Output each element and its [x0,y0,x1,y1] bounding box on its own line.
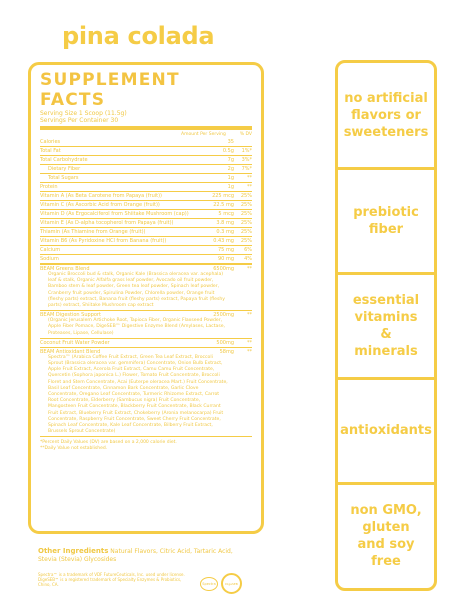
blend-row [40,311,252,339]
nutrient-row [40,228,252,237]
amount-header: Amount Per Serving [181,132,226,137]
nutrient-dv: ** [247,175,252,181]
serving-size: Serving Size 1 Scoop (11.5g) [40,110,127,117]
nutrient-dv: 25% [240,229,252,235]
blend-ingredients: (Organic Jerusalem Artichoke Root, Tapioca Fiber, Organic Flaxseed Powder, Apple Fiber Pomace, DigeSEB™ Digestive Enzyme Blend (Amylases, Lactase, Proteases, Lipase, Cellulase) [48,318,225,336]
nutrient-amount: 0.3 mg [216,229,234,235]
blend-ingredients: Organic Broccoli bud & stalk, Organic Kale (Brassica oleracea var. acephala) leaf & stalk, Organic Alfalfa grass leaf powder, Avocado oil fruit powder, Bamboo stem & leaf powder, Green tea leaf powder, Spinach leaf powder, Cranberry fruit powder, Spirulina Powder, Chlorella powder, Orange fruit (fleshy parts) extract, Banana fruit (fleshy parts) extract, Papaya fruit (fleshy parts) extract, Shiitake Mushroom cap extract [48,272,225,309]
nutrient-amount: 7g [227,157,234,163]
blend-amount: 2500mg [213,312,234,319]
nutrient-dv [234,139,252,145]
nutrient-dv: 25% [240,211,252,217]
nutrient-name: Vitamin D (As Ergocalciferol from Shiitake Mushroom (cap)) [40,211,189,217]
nutrient-dv: 7%* [241,166,252,172]
nutrient-dv: 25% [240,238,252,244]
benefit-badge: no artificial flavors or sweeteners [343,91,429,140]
benefit-badge: non GMO, gluten and soy free [350,502,422,569]
nutrient-name: Vitamin B6 (As Pyridoxine HCl from Banana (fruit)) [40,238,167,244]
nutrient-row [40,237,252,246]
nutrient-dv: 25% [240,193,252,199]
blend-dv: ** [247,266,252,272]
trademark-notice: Spectra™ is a trademark of VDF FutureCeuticals, Inc. used under license. DigeSEB™ is a registered trademark of Specialty Enzymes & Probiotics, Chino, CA. [38,572,185,587]
nutrient-name: Total Carbohydrate [40,157,88,163]
nutrient-name: Vitamin A (As Beta Carotene from Papaya (fruit)) [40,193,162,199]
other-ingredients-label: Other Ingredients [38,547,109,555]
nutrient-row [40,210,252,219]
nutrient-row [40,138,252,147]
nutrient-dv: ** [247,184,252,190]
blend-dv: ** [247,339,252,346]
nutrient-dv: 3%* [241,157,252,163]
nutrient-row [40,147,252,156]
nutrient-name: Sodium [40,256,59,262]
blend-dv: ** [247,348,252,355]
nutrient-amount: 35 [227,139,234,145]
nutrient-name: Protein [40,184,58,190]
nutrient-amount: 22.5 mg [213,202,234,208]
nutrient-amount: 0.43 mg [213,238,234,244]
nutrient-amount: 3.8 mg [216,220,234,226]
benefit-badge: antioxidants [340,423,432,438]
nutrient-amount: 2g [227,166,234,172]
blend-name: Coconut Fruit Water Powder [40,339,110,346]
blend-ingredients: Spectra™ (Arabica Coffee Fruit Extract, Green Tea Leaf Extract, Broccoli Sprout (Brassica oleracea var. gemmifera) Concentrate, Onion Bulb Extract, Apple Fruit Extract, Acerola Fruit Extract, Camu Camu Fruit Concentrate, Quercetin (Sophora japonica L.) Flower, Tomato Fruit Concentrate, Broccoli Floret and Stem Concentrate, Acai (Euterpe oleracea Mart.) Fruit Concentrate, Basil Leaf Concentrate, Cinnamon Bark Concentrate, Garlic Clove Concentrate, Oregano Leaf Concentrate, Turmeric Rhizome Extract, Carrot Root Concentrate, Elderberry (Sambucus nigra) Fruit Concentrate, Mangosteen Fruit Concentrate, Blackberry Fruit Concentrate, Black Currant Fruit Extract, Blueberry Fruit Extract, Chokeberry (Aronia melanocarpa) Fruit Concentrate, Raspberry Fruit Concentrate, Sweet Cherry Fruit Concentrate, Spinach Leaf Concentrate, Kale Leaf Concentrate, Bilberry Fruit Extract, Brussels Sprout Concentrate) [48,354,228,435]
nutrient-name: Dietary Fiber [48,166,81,172]
nutrient-row [40,255,252,265]
nutrient-name: Total Sugars [48,175,79,181]
nutrient-amount: 1g [227,175,234,181]
benefit-badge: prebiotic fiber [353,204,419,237]
digeseb-logo: DigeSEB [221,573,242,594]
nutrient-amount: 0.5g [222,148,234,154]
blend-name: BEAM Antioxidant Blend [40,348,101,355]
blend-name: BEAM Digestion Support [40,312,101,319]
nutrient-row [40,165,252,174]
nutrient-name: Total Fat [40,148,61,154]
nutrient-name: Vitamin C (As Ascorbic Acid from Orange (fruit)) [40,202,160,208]
other-ingredients-text: Natural Flavors, Citric Acid, Tartaric Acid, Stevia (Stevia) Glycosides [38,548,233,563]
column-header [40,131,252,138]
servings-per-container: Servings Per Container 30 [40,117,119,124]
benefit-badges-panel [335,60,437,591]
nutrient-name: Calcium [40,247,61,253]
nutrient-dv: 25% [240,220,252,226]
nutrient-row [40,219,252,228]
blend-name: BEAM Greens Blend [40,266,90,272]
blend-row [40,339,252,348]
nutrient-row [40,156,252,165]
nutrient-dv: 6% [244,247,252,253]
benefit-badge: essential vitamins & minerals [352,292,420,359]
nutrient-name: Thiamin (As Thiamine from Orange (fruit)) [40,229,146,235]
nutrient-amount: 75 mg [218,247,234,253]
dv-header: % DV [239,132,252,137]
blend-row [40,348,252,438]
nutrient-dv: 4% [244,256,252,262]
nutrient-dv: 25% [240,202,252,208]
blend-amount: 500mg [216,339,234,346]
nutrient-amount: 5 mcg [218,211,234,217]
other-ingredients [38,548,238,563]
blend-dv: ** [247,312,252,319]
nutrient-row [40,192,252,201]
footnote-not-established: **Daily Value not established. [40,445,108,451]
spectra-logo: Spectra [200,577,218,591]
nutrient-rows [40,138,252,265]
thick-divider [40,126,252,130]
supplement-facts-heading: SUPPLEMENT FACTS [40,70,180,110]
nutrient-name: Vitamin E (As D-alpha tocopherol from Papaya (fruit)) [40,220,174,226]
blend-rows [40,265,252,437]
blend-amount: 6500mg [213,266,234,272]
blend-header [40,340,252,346]
nutrient-amount: 225 mcg [212,193,234,199]
nutrient-row [40,201,252,210]
blend-row [40,265,252,311]
footnote-dv: *Percent Daily Values (DV) are based on a 2,000 calorie diet. [40,440,177,446]
nutrient-row [40,174,252,183]
nutrient-name: Calories [40,139,61,145]
product-title: pina colada [62,22,215,50]
blend-header [40,349,252,355]
nutrient-row [40,246,252,255]
nutrient-amount: 1g [227,184,234,190]
supplement-facts-panel [28,62,264,534]
blend-amount: 58mg [219,348,234,355]
nutrient-dv: 1%* [241,148,252,154]
nutrient-row [40,183,252,192]
nutrient-amount: 90 mg [218,256,234,262]
